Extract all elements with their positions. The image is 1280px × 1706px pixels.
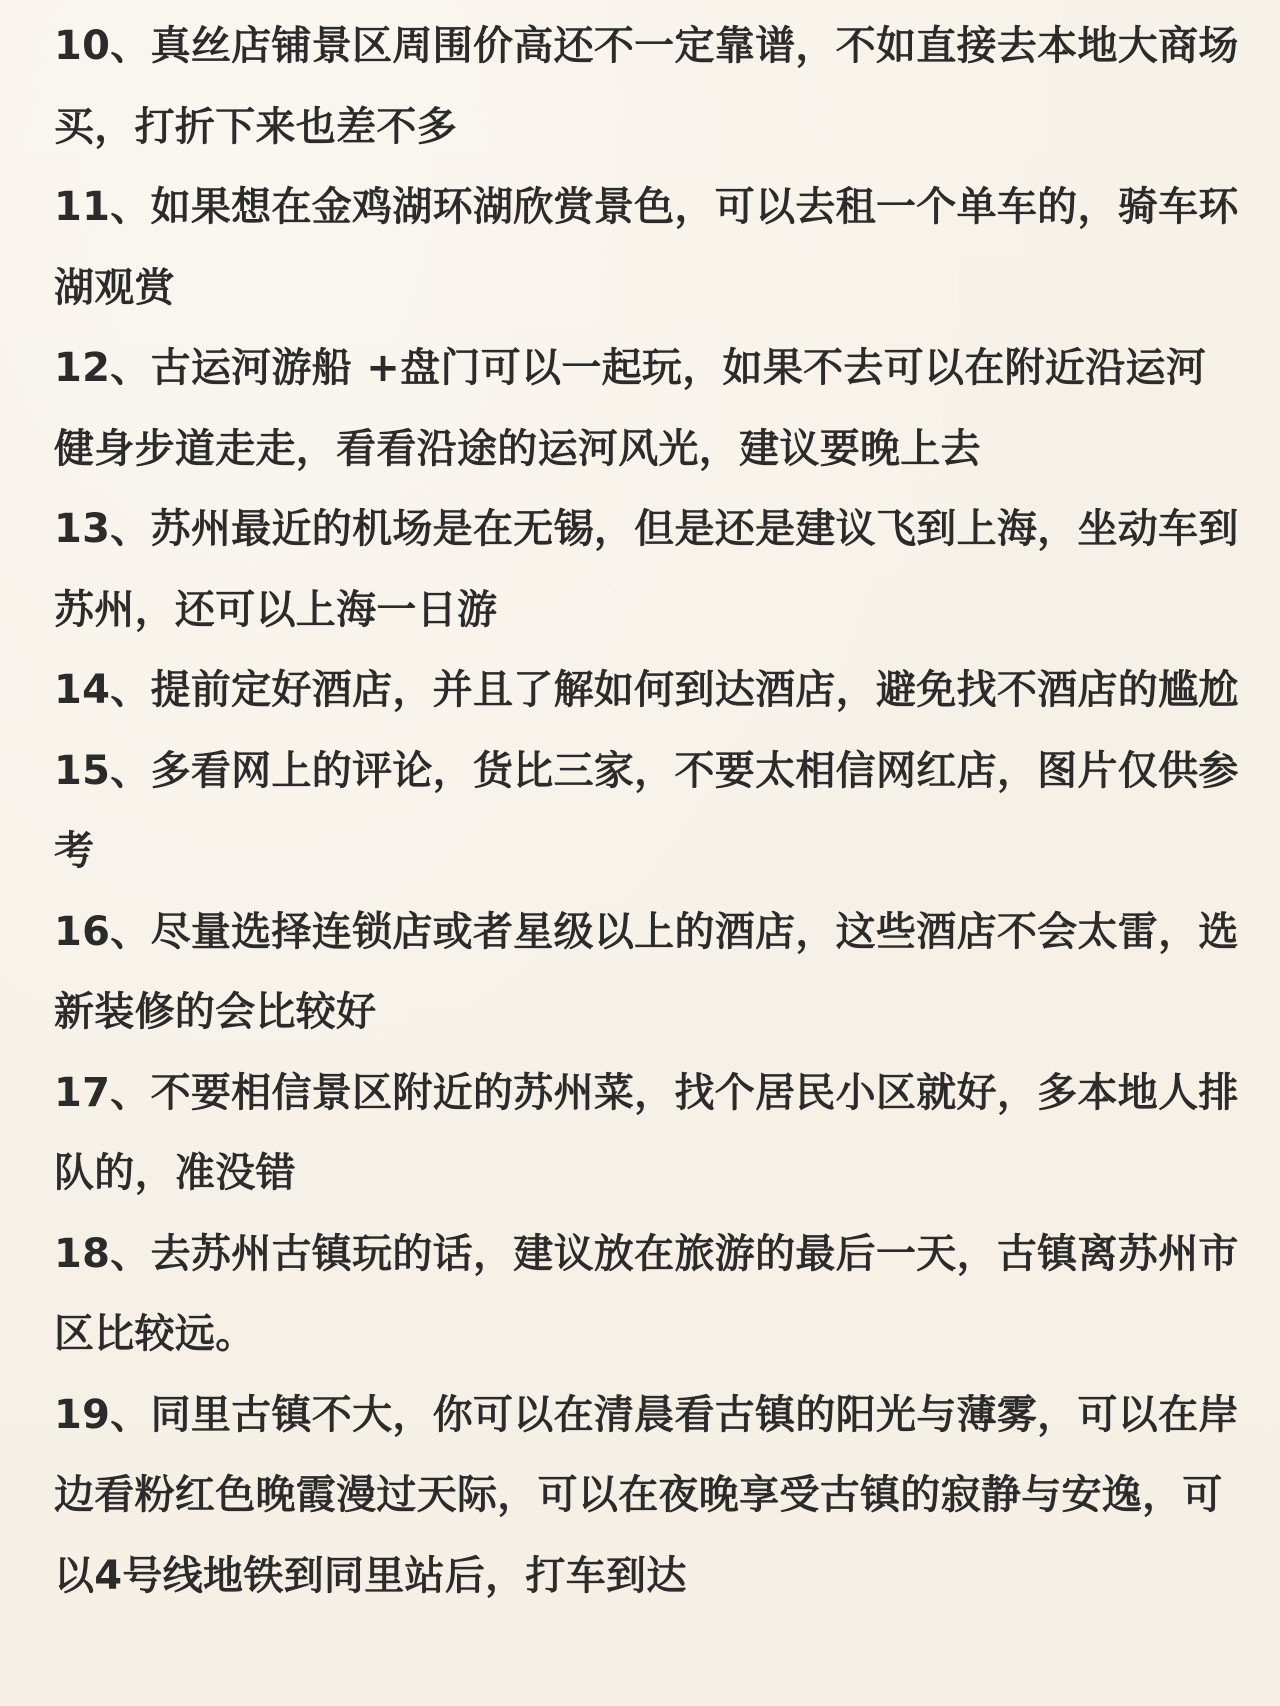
tip-number: 18: [54, 1230, 111, 1277]
tip-separator: 、: [110, 908, 151, 955]
tip-item-16: [54, 892, 1244, 1053]
tip-number: 14: [54, 667, 111, 713]
tip-text: 多看网上的评论，货比三家，不要太相信网红店，图片仅供参考: [54, 747, 1239, 874]
tip-item-13: [54, 489, 1244, 650]
tip-text: 同里古镇不大，你可以在清晨看古镇的阳光与薄雾，可以在岸边看粉红色晚霞漫过天际，可以在夜晚享受古镇的寂静与安逸，可以4号线地铁到同里站后，打车到达: [54, 1391, 1239, 1599]
tip-text: 不要相信景区附近的苏州菜，找个居民小区就好，多本地人排队的，准没错: [54, 1069, 1239, 1196]
tip-text: 真丝店铺景区周围价高还不一定靠谱，不如直接去本地大商场买，打折下来也差不多: [54, 23, 1239, 150]
tip-number: 10: [54, 23, 111, 69]
tip-number: 16: [54, 908, 111, 955]
tip-text: 去苏州古镇玩的话，建议放在旅游的最后一天，古镇离苏州市区比较远。: [54, 1230, 1239, 1357]
tip-item-10: [54, 6, 1244, 167]
tip-separator: 、: [110, 1230, 151, 1277]
tip-number: 12: [54, 345, 111, 391]
tips-list: [54, 6, 1244, 1616]
tip-separator: 、: [110, 506, 151, 552]
tip-item-18: [54, 1214, 1244, 1375]
tip-text: 如果想在金鸡湖环湖欣赏景色，可以去租一个单车的，骑车环湖观赏: [54, 184, 1239, 311]
tip-item-14: [54, 650, 1244, 731]
tip-number: 17: [54, 1069, 111, 1116]
tip-number: 11: [54, 184, 111, 230]
tip-number: 19: [54, 1391, 111, 1438]
tip-separator: 、: [110, 1069, 151, 1116]
tip-item-19: [54, 1375, 1244, 1617]
tip-text: 尽量选择连锁店或者星级以上的酒店，这些酒店不会太雷，选新装修的会比较好: [54, 908, 1239, 1035]
tip-separator: 、: [110, 184, 151, 230]
tip-text: 苏州最近的机场是在无锡，但是还是建议飞到上海，坐动车到苏州，还可以上海一日游: [54, 506, 1239, 633]
tip-number: 13: [54, 506, 111, 552]
tip-separator: 、: [110, 747, 151, 794]
tip-number: 15: [54, 747, 111, 794]
tip-item-17: [54, 1053, 1244, 1214]
tip-text: 提前定好酒店，并且了解如何到达酒店，避免找不酒店的尴尬: [150, 667, 1239, 713]
tip-item-15: [54, 731, 1244, 892]
tip-separator: 、: [110, 1391, 151, 1438]
tip-text: 古运河游船 +盘门可以一起玩，如果不去可以在附近沿运河健身步道走走，看看沿途的运河风光，建议要晚上去: [54, 345, 1207, 472]
tip-separator: 、: [110, 345, 151, 391]
tip-item-12: [54, 328, 1244, 489]
tip-separator: 、: [110, 23, 151, 69]
tip-separator: 、: [110, 667, 151, 713]
tip-item-11: [54, 167, 1244, 328]
